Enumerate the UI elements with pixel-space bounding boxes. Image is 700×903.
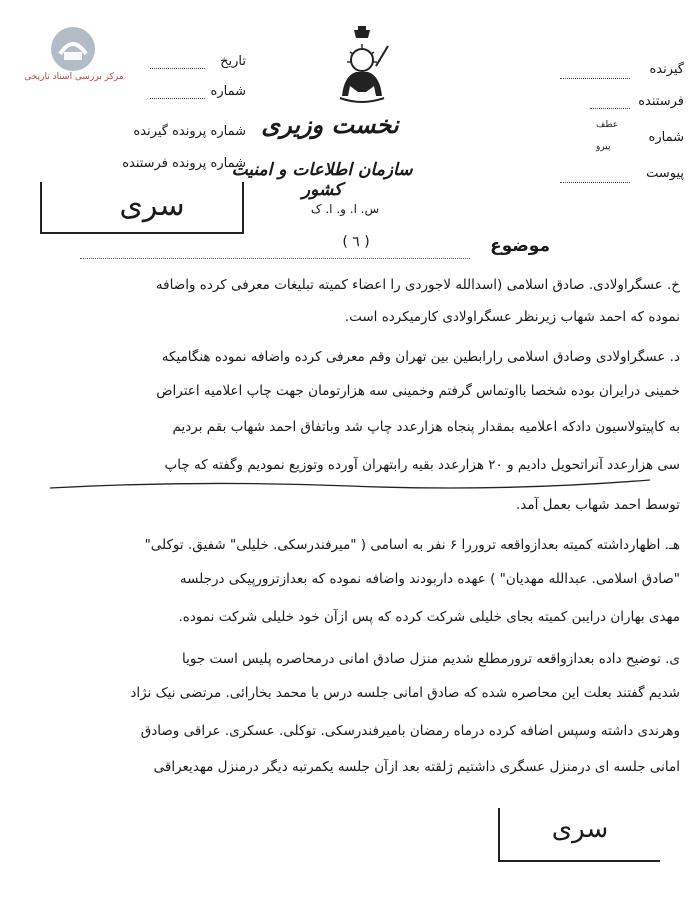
body-line-3: د. عسگراولادی وصادق اسلامی رارابطین بین تهران وقم معرفی کرده واضافه نموده هنگامیکه [161, 349, 680, 365]
receiver-dots [560, 78, 630, 79]
subject-label: موضوع [490, 236, 550, 256]
receiver-file-label: شماره پرونده گیرنده [133, 124, 246, 139]
receiver-label: گیرنده [649, 62, 684, 77]
letterhead-org: سازمان اطلاعات و امنیت کشور [231, 160, 413, 200]
watermark-text: مرکز بررسی اسناد تاریخی [24, 72, 124, 82]
ref-1-label: عطف [596, 120, 619, 130]
page-number: ( ٦ ) [342, 234, 370, 250]
body-line-1: خ. عسگراولادی. صادق اسلامی (اسدالله لاجوردی را اعضاء کمیته تبلیغات معرفی کرده واضافه [155, 277, 680, 293]
date-field [156, 54, 246, 69]
number-field-left [156, 84, 246, 99]
body-line-13: وهرندی داشته وسپس اضافه کرده درماه رمضان بامیرفندرسکی. توکلی. عسکری. عراقی وصادق [140, 723, 680, 739]
body-line-9: "صادق اسلامی. عبدالله مهدیان" ) عهده داربودند واضافه نموده که بعدازترورپیکی درجلسه [179, 571, 680, 587]
watermark [14, 24, 134, 84]
letterhead-title: نخست وزیری [261, 110, 399, 139]
number-label-left: شماره [210, 84, 246, 99]
body-line-8: هـ. اظهارداشته کمیته بعدازواقعه تروررا ۶ نفر به اسامی ( "میرفندرسکی. خلیلی" شفیق. توکلی" [144, 537, 680, 553]
classification-text-top: سری [119, 188, 185, 223]
body-line-10: مهدی بهاران درایبن کمیته بجای خلیلی شرکت کرده که پس ازآن خود خلیلی شرکت نموده. [178, 609, 680, 625]
body-line-6: سی هزارعدد آنراتحویل دادیم و ۲۰ هزارعدد بقیه رابتهران آورده وتوزیع نمودیم وگفته که چاپ [164, 457, 680, 473]
body-line-4: خمینی درایران بوده شخصا بااوتماس گرفتم وخمینی سه هزارتومان جهت چاپ اعلامیه اعتراض [156, 383, 680, 399]
body-line-12: شدیم گفتند بعلت این محاصره شده که صادق امانی جلسه درس با محمد بخارائی. مرتضی نیک نژاد [130, 685, 680, 701]
body-line-2: نموده که احمد شهاب زیرنظر عسگراولادی کارمیکرده است. [344, 309, 680, 325]
attachment-dots [560, 182, 630, 183]
attachment-field [560, 166, 684, 181]
sender-label: فرستنده [638, 94, 684, 109]
receiver-field [560, 62, 684, 77]
subject-line [80, 258, 470, 259]
body-line-7: توسط احمد شهاب بعمل آمد. [515, 497, 680, 513]
number-dots-left [150, 98, 205, 99]
letterhead-code: س. ا. و. ا. ک [310, 202, 380, 216]
body-line-5: به کاپیتولاسیون دادکه اعلامیه بمقدار پنجاه هزارعدد چاپ شد وباتفاق احمد شهاب بقم بردیم [172, 419, 680, 435]
number-field-right [560, 130, 684, 145]
archive-logo-icon [48, 24, 98, 74]
date-dots [150, 68, 205, 69]
date-label: تاریخ [220, 54, 246, 69]
sender-field [560, 94, 684, 109]
number-label-right: شماره [648, 130, 684, 145]
receiver-file-field [100, 124, 246, 139]
sender-file-label: شماره پرونده فرستنده [122, 156, 246, 171]
classification-stamp-bottom [498, 808, 660, 862]
classification-stamp-top [40, 182, 244, 234]
body-line-11: ی. توضیح داده بعدازواقعه ترورمطلع شدیم منزل صادق امانی درمحاصره پلیس است جویا [182, 651, 680, 667]
sender-dots [590, 108, 630, 109]
ref-2-label: پیرو [596, 142, 611, 152]
body-line-14: امانی جلسه ای درمنزل عسگری داشتیم ژلقته بعد ازآن جلسه یکمرتبه دیگر درمنزل مهدیعراقی [153, 759, 680, 775]
lion-and-sun-emblem-icon [332, 26, 392, 106]
underline-mark [50, 474, 650, 494]
classification-text-bottom: سری [551, 814, 609, 844]
attachment-label: پیوست [646, 166, 684, 181]
